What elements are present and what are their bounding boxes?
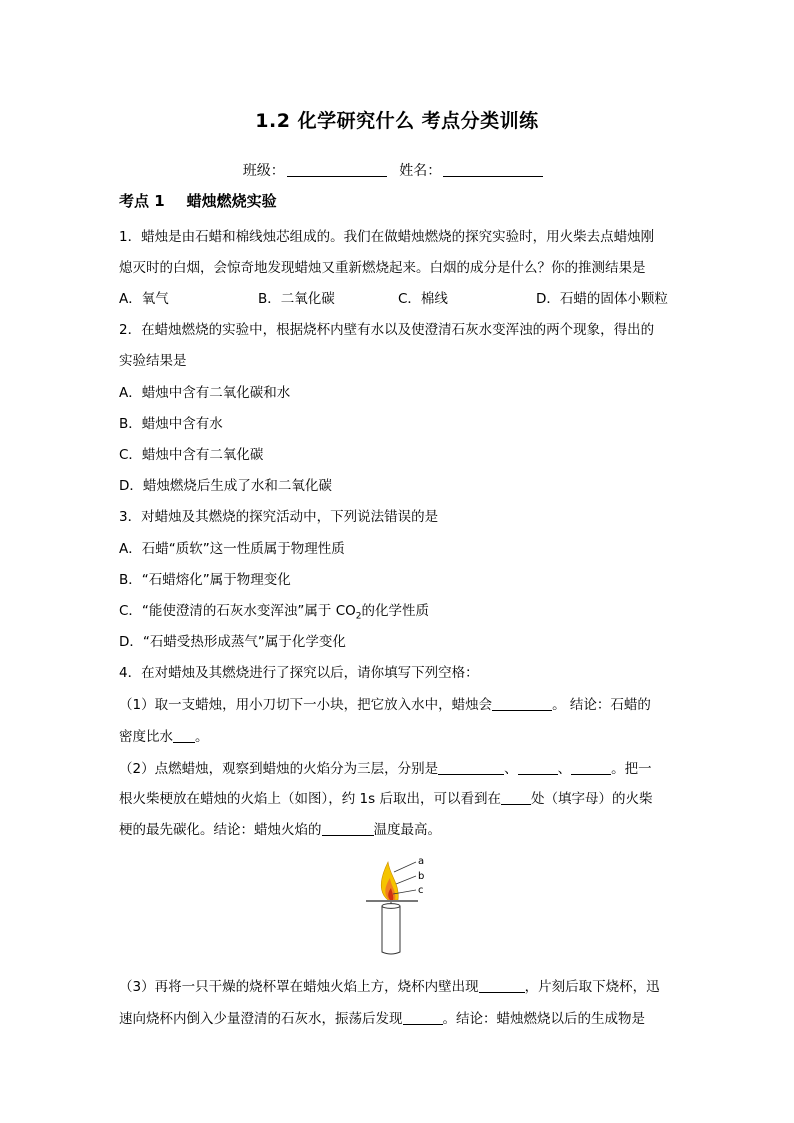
answer-blank[interactable]	[492, 697, 552, 711]
q2-option-b[interactable]: B．蜡烛中含有水	[119, 416, 223, 432]
q3-option-b[interactable]: B．“石蜡熔化”属于物理变化	[119, 572, 291, 588]
figure-label-a: a	[418, 856, 425, 867]
q3-option-a[interactable]: A．石蜡“质软”这一性质属于物理性质	[119, 541, 345, 557]
page-title: 1.2 化学研究什么 考点分类训练	[255, 110, 539, 132]
answer-blank[interactable]	[403, 1011, 443, 1025]
class-blank[interactable]	[287, 162, 387, 177]
q4-line1: 4．在对蜡烛及其燃烧进行了探究以后，请你填写下列空格：	[119, 665, 479, 681]
section-heading	[119, 192, 277, 210]
section-number: 考点 1	[119, 192, 165, 210]
student-info-line	[0, 160, 794, 180]
q4-part2-line2: 根火柴梗放在蜡烛的火焰上（如图），约 1s 后取出，可以看到在 处（填字母）的火柴	[119, 791, 653, 807]
q1-option-c[interactable]: C．棉线	[398, 291, 448, 307]
answer-blank[interactable]	[322, 822, 374, 836]
q2-option-d[interactable]: D．蜡烛燃烧后生成了水和二氧化碳	[119, 478, 332, 494]
q2-option-a[interactable]: A．蜡烛中含有二氧化碳和水	[119, 385, 291, 401]
figure-label-c: c	[418, 885, 424, 896]
answer-blank[interactable]	[501, 791, 531, 805]
q3-option-c[interactable]: C．“能使澄清的石灰水变浑浊”属于 $CO_2$的化学性质	[119, 603, 429, 622]
candle-flame-figure	[360, 848, 440, 958]
q4-part1-line2: 密度比水 。	[119, 729, 209, 745]
q2-line1: 2．在蜡烛燃烧的实验中，根据烧杯内壁有水以及使澄清石灰水变浑浊的两个现象，得出的	[119, 322, 655, 338]
answer-blank[interactable]	[438, 761, 504, 775]
name-blank[interactable]	[443, 162, 543, 177]
answer-blank[interactable]	[518, 761, 558, 775]
q3-line1: 3．对蜡烛及其燃烧的探究活动中，下列说法错误的是	[119, 509, 439, 525]
q4-part3-line1: （3）再将一只干燥的烧杯罩在蜡烛火焰上方，烧杯内壁出现 ，片刻后取下烧杯，迅	[119, 979, 660, 995]
answer-blank[interactable]	[571, 761, 611, 775]
q3-option-d[interactable]: D．“石蜡受热形成蒸气”属于化学变化	[119, 634, 346, 650]
q1-option-a[interactable]: A．氧气	[119, 291, 169, 307]
q4-part2-line3: 梗的最先碳化。结论：蜡烛火焰的 温度最高。	[119, 822, 441, 838]
answer-blank[interactable]	[479, 979, 525, 993]
q2-line2: 实验结果是	[119, 353, 187, 369]
q4-part2-line1: （2）点燃蜡烛，观察到蜡烛的火焰分为三层，分别是 、 、 。把一	[119, 761, 652, 777]
q1-option-d[interactable]: D．石蜡的固体小颗粒	[536, 291, 668, 307]
q4-part1-line1: （1）取一支蜡烛，用小刀切下一小块，把它放入水中，蜡烛会 。 结论：石蜡的	[119, 697, 651, 713]
q1-line1: 1．蜡烛是由石蜡和棉线烛芯组成的。我们在做蜡烛燃烧的探究实验时，用火柴去点蜡烛刚	[119, 229, 655, 245]
q4-part3-line2: 速向烧杯内倒入少量澄清的石灰水，振荡后发现 。结论：蜡烛燃烧以后的生成物是	[119, 1011, 645, 1027]
q1-line2: 熄灭时的白烟，会惊奇地发现蜡烛又重新燃烧起来。白烟的成分是什么？你的推测结果是	[119, 260, 646, 276]
q2-option-c[interactable]: C．蜡烛中含有二氧化碳	[119, 447, 264, 463]
candle-icon	[360, 848, 440, 958]
answer-blank[interactable]	[173, 729, 195, 743]
q1-option-b[interactable]: B．二氧化碳	[258, 291, 335, 307]
class-label: 班级：	[242, 163, 285, 179]
section-name: 蜡烛燃烧实验	[186, 192, 277, 210]
figure-label-b: b	[418, 871, 425, 882]
name-label: 姓名：	[399, 163, 442, 179]
